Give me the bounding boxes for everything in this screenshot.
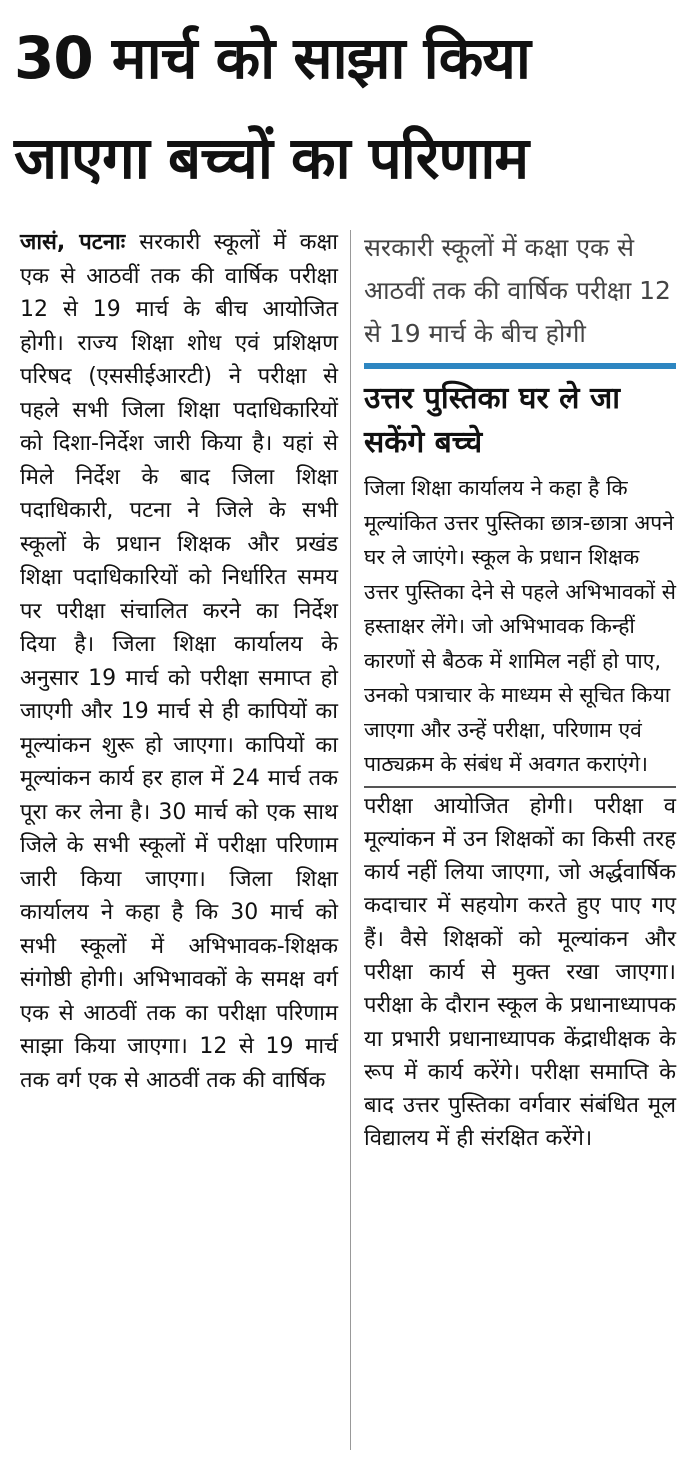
- pull-quote: सरकारी स्कूलों में कक्षा एक से आठवीं तक की वार्षिक परीक्षा 12 से 19 मार्च के बीच होगी: [364, 233, 671, 348]
- right-continuation-text: परीक्षा आयोजित होगी। परीक्षा व मूल्यांकन में उन शिक्षकों का किसी तरह कार्य नहीं लिया जाएगा, जो अर्द्धवार्षिक कदाचार में सहयोग करते हुए पाए गए हैं। वैसे शिक्षकों को मूल्यांकन और परीक्षा कार्य से मुक्त रखा जाएगा। परीक्षा के दौरान स्कूल के प्रधानाध्यापक या प्रभारी प्रधानाध्यापक केंद्राधीक्षक के रूप में कार्य करेंगे। परीक्षा समाप्ति के बाद उत्तर पुस्तिका वर्गवार संबंधित मूल विद्यालय में ही संरक्षित करेंगे।: [364, 793, 676, 1152]
- blue-rule: [364, 363, 676, 369]
- dateline: जासं, पटनाः: [20, 230, 140, 255]
- left-column-body: सरकारी स्कूलों में कक्षा एक से आठवीं तक की वार्षिक परीक्षा 12 से 19 मार्च के बीच आयोजित होगी। राज्य शिक्षा शोध एवं प्रशिक्षण परिषद (एससीईआरटी) ने परीक्षा से पहले सभी जिला शिक्षा पदाधिकारियों को दिशा-निर्देश जारी किया है। यहां से मिले निर्देश के बाद जिला शिक्षा पदाधिकारी, पटना ने जिले के सभी स्कूलों के प्रधान शिक्षक और प्रखंड शिक्षा पदाधिकारियों को निर्धारित समय पर परीक्षा संचालित करने का निर्देश दिया है। जिला शिक्षा कार्यालय के अनुसार 19 मार्च को परीक्षा समाप्त हो जाएगी और 19 मार्च से ही कापियों का मूल्यांकन शुरू हो जाएगा। कापियों का मूल्यांकन कार्य हर हाल में 24 मार्च तक पूरा कर लेना है। 30 मार्च को एक साथ जिले के सभी स्कूलों में परीक्षा परिणाम जारी किया जाएगा। जिला शिक्षा कार्यालय ने कहा है कि 30 मार्च को सभी स्कूलों में अभिभावक-शिक्षक संगोष्ठी होगी। अभिभावकों के समक्ष वर्ग एक से आठवीं तक का परीक्षा परिणाम साझा किया जाएगा। 12 से 19 मार्च तक वर्ग एक से आठवीं तक की वार्षिक: [20, 230, 339, 1093]
- left-column: [20, 226, 338, 1097]
- box-subheading: उत्तर पुस्तिका घर ले जा सकेंगे बच्चे: [364, 381, 620, 460]
- right-column: [364, 226, 676, 1156]
- headline: 30 मार्च को साझा किया जाएगा बच्चों का परिणाम: [14, 24, 530, 192]
- box-text: जिला शिक्षा कार्यालय ने कहा है कि मूल्यांकित उत्तर पुस्तिका छात्र-छात्रा अपने घर ले जाएंगे। स्कूल के प्रधान शिक्षक उत्तर पुस्तिका देने से पहले अभिभावकों से हस्ताक्षर लेंगे। जो अभिभावक किन्हीं कारणों से बैठक में शामिल नहीं हो पाए, उनको पत्राचार के माध्यम से सूचित किया जाएगा और उन्हें परीक्षा, परिणाम एवं पाठ्यक्रम के संबंध में अवगत कराएंगे।: [364, 476, 676, 776]
- column-divider: [350, 230, 351, 1450]
